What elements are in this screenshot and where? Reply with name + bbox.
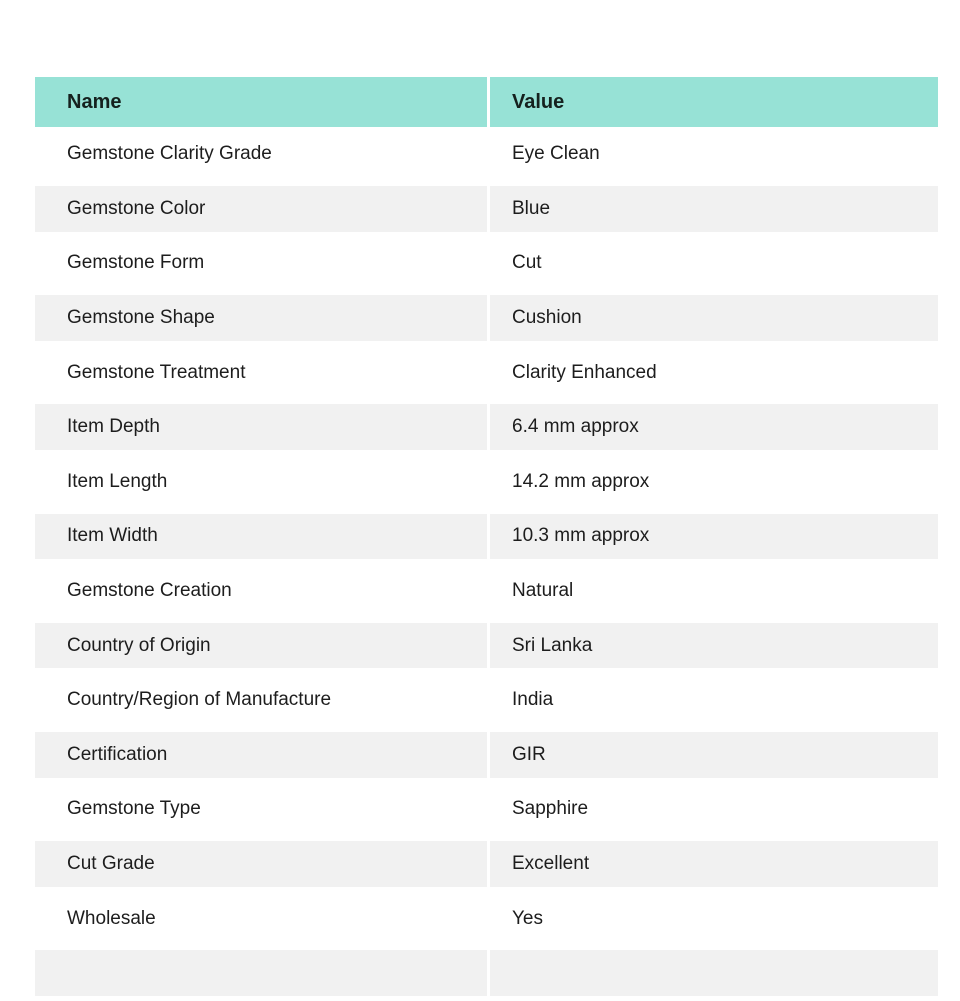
header-cell-name: Name [35, 77, 487, 127]
value-cell: Cushion [490, 295, 938, 341]
name-cell: Country of Origin [35, 623, 487, 669]
table-row-partial [35, 946, 938, 1001]
name-cell: Gemstone Shape [35, 295, 487, 341]
name-cell: Item Depth [35, 404, 487, 450]
value-cell: Clarity Enhanced [490, 350, 938, 396]
value-cell [490, 950, 938, 996]
name-cell: Item Width [35, 514, 487, 560]
name-cell: Gemstone Color [35, 186, 487, 232]
spec-table [35, 77, 938, 1001]
name-cell: Wholesale [35, 896, 487, 942]
name-cell [35, 950, 487, 996]
value-cell: Natural [490, 568, 938, 614]
name-cell: Gemstone Treatment [35, 350, 487, 396]
table-row [35, 782, 938, 837]
name-cell: Cut Grade [35, 841, 487, 887]
name-cell: Item Length [35, 459, 487, 505]
name-cell: Gemstone Form [35, 241, 487, 287]
value-cell: 10.3 mm approx [490, 514, 938, 560]
value-cell: Excellent [490, 841, 938, 887]
table-row [35, 837, 938, 892]
value-cell: Blue [490, 186, 938, 232]
table-row [35, 345, 938, 400]
name-cell: Gemstone Creation [35, 568, 487, 614]
table-row [35, 182, 938, 237]
table-row [35, 728, 938, 783]
table-row [35, 673, 938, 728]
table-row [35, 291, 938, 346]
value-cell: India [490, 677, 938, 723]
header-cell-value: Value [490, 77, 938, 127]
name-cell: Country/Region of Manufacture [35, 677, 487, 723]
table-row [35, 618, 938, 673]
name-cell: Gemstone Type [35, 787, 487, 833]
table-header-row [35, 77, 938, 127]
table-row [35, 455, 938, 510]
value-cell: Sri Lanka [490, 623, 938, 669]
value-cell: GIR [490, 732, 938, 778]
table-row [35, 400, 938, 455]
value-cell: Eye Clean [490, 132, 938, 178]
value-cell: Cut [490, 241, 938, 287]
value-cell: 6.4 mm approx [490, 404, 938, 450]
value-cell: Sapphire [490, 787, 938, 833]
value-cell: 14.2 mm approx [490, 459, 938, 505]
table-row [35, 891, 938, 946]
table-body [35, 127, 938, 946]
name-cell: Certification [35, 732, 487, 778]
table-row [35, 236, 938, 291]
value-cell: Yes [490, 896, 938, 942]
name-cell: Gemstone Clarity Grade [35, 132, 487, 178]
table-row [35, 564, 938, 619]
table-row [35, 509, 938, 564]
table-row [35, 127, 938, 182]
